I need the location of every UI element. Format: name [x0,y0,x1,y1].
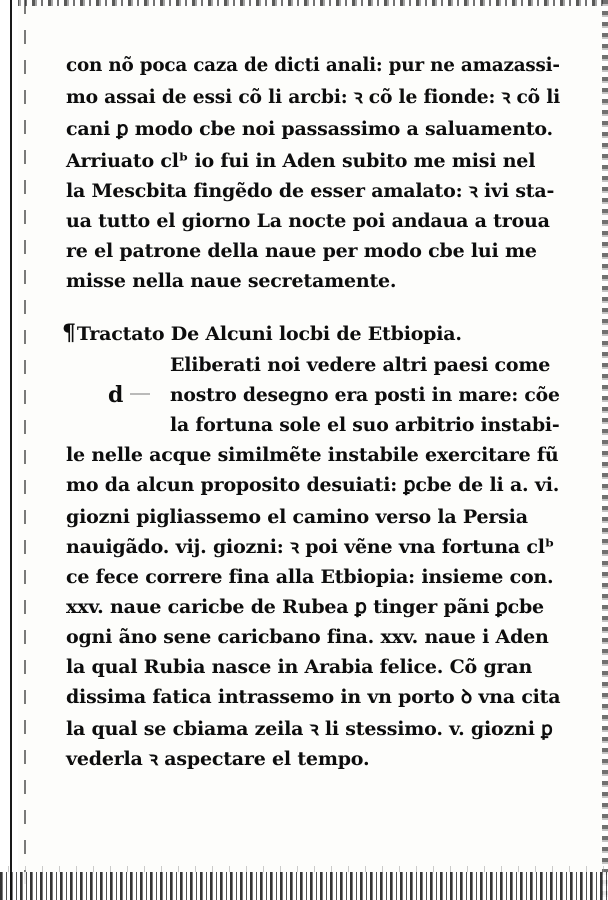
text-line: la qual Rubia nasce in Arabia felice. Cõ gran [66,656,533,678]
scan-edge-right [602,0,608,900]
pilcrow-mark: ¶ [62,320,76,346]
text-line: Arriuato clᵇ io fui in Aden subito me misi nel [66,150,536,172]
text-line: nostro desegno era posti in mare: cõe [170,384,560,406]
text-line: la qual se cbiama zeila ꝛ li stessimo. v. giozni ꝑ [66,718,553,740]
text-line: ce fece correre fina alla Etbiopia: insieme con. [66,566,554,588]
text-line: misse nella naue secretamente. [66,270,397,292]
text-line: ua tutto el giorno La nocte poi andaua a troua [66,210,550,232]
text-line: giozni pigliassemo el camino verso la Persia [66,506,528,528]
text-line: mo assai de essi cõ li arcbi: ꝛ cõ le fionde: ꝛ cõ li [66,86,561,108]
text-line: le nelle acque similmẽte instabile exercitare fũ [66,444,559,466]
text-line: re el patrone della naue per modo cbe lui me [66,240,537,262]
guide-letter: d [108,382,124,408]
text-line: con nõ poca caza de dicti anali: pur ne amazassi- [66,54,560,76]
scan-edge-top [0,0,608,6]
text-line: cani ꝑ modo cbe noi passassimo a saluamento. [66,118,553,140]
text-line: vederla ꝛ aspectare el tempo. [66,748,370,770]
section-heading [62,320,462,347]
text-line: ogni ãno sene caricbano fina. xxv. naue i Aden [66,626,549,648]
scan-edge-left [0,0,18,900]
text-line: mo da alcun proposito desuiati: ꝑcbe de li a. vi. [66,474,560,496]
text-line: xxv. naue caricbe de Rubea ꝑ tinger pãni ꝑcbe [66,596,544,618]
text-line: Eliberati noi vedere altri paesi come [170,354,551,376]
scan-edge-bottom [0,872,608,900]
scan-edge-left-shadow [24,0,26,900]
text-line: la fortuna sole el suo arbitrio instabi- [170,414,560,436]
text-line: dissima fatica intrassemo in vn porto ꝺ vna cita [66,686,561,708]
section-heading-text: Tractato De Alcuni locbi de Etbiopia. [76,323,462,345]
guide-dash [130,393,150,395]
text-line: la Mescbita fingẽdo de esser amalato: ꝛ ivi sta- [66,180,555,202]
text-line: nauigãdo. vij. giozni: ꝛ poi vẽne vna fortuna clᵇ [66,536,555,558]
